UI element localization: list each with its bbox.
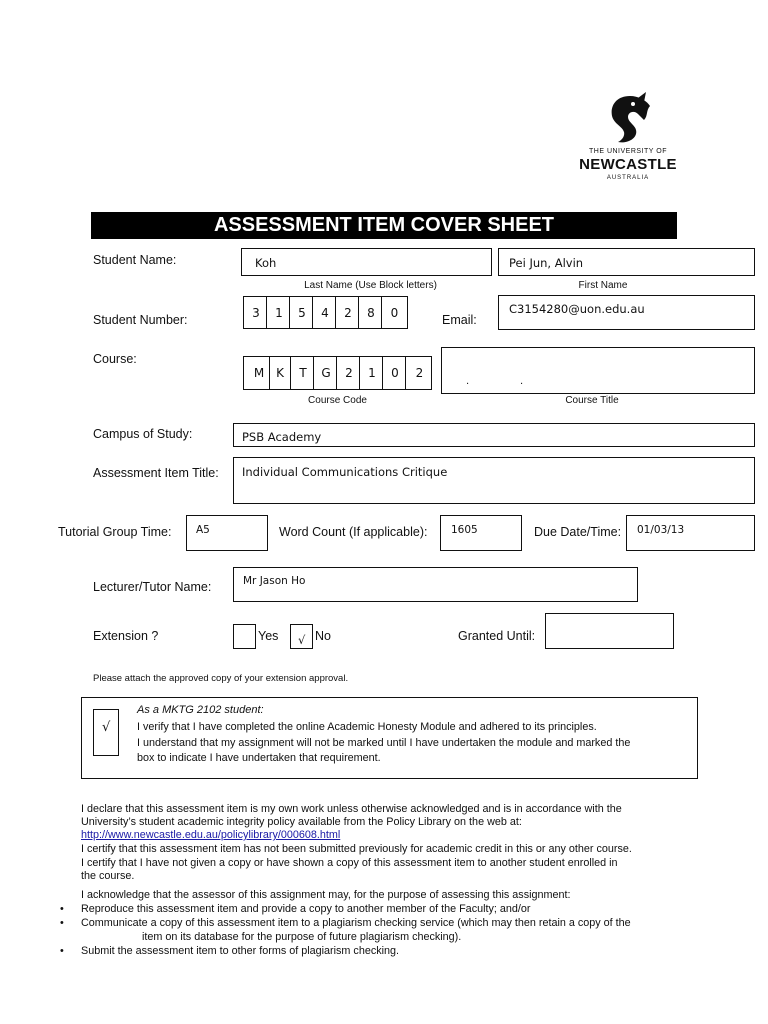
email-label: Email: (442, 313, 477, 327)
declaration-p1-line2: University’s student academic integrity policy available from the Policy Library on the web at: (81, 816, 522, 828)
student-name-label: Student Name: (93, 253, 177, 267)
granted-until-label: Granted Until: (458, 629, 536, 643)
extension-no-mark: √ (298, 633, 306, 647)
extension-yes-checkbox[interactable] (233, 624, 256, 649)
honesty-line3: box to indicate I have undertaken that requirement. (137, 752, 381, 764)
declaration-bullet-2-cont: item on its database for the purpose of future plagiarism checking). (142, 931, 462, 943)
due-date-value: 01/03/13 (637, 524, 685, 536)
due-date-field[interactable] (626, 515, 755, 551)
first-name-field[interactable] (498, 248, 755, 276)
policy-link-line (81, 829, 691, 843)
declaration-bullet-1: Reproduce this assessment item and provide a copy to another member of the Faculty; and/or (81, 903, 531, 915)
horse-seahorse-logo-icon (600, 92, 660, 146)
campus-field[interactable] (233, 423, 755, 447)
bullet-icon: • (60, 903, 64, 915)
bullet-icon: • (60, 917, 64, 929)
student-number-digit: 4 (315, 297, 336, 328)
course-code-char: 1 (362, 357, 383, 389)
declaration-p3-line2: the course. (81, 870, 135, 882)
bullet-icon: • (60, 945, 64, 957)
course-title-value: . . (466, 376, 524, 387)
honesty-line2: I understand that my assignment will not be marked until I have undertaken the module and marked the (137, 737, 631, 749)
word-count-field[interactable] (440, 515, 522, 551)
student-number-label: Student Number: (93, 313, 188, 327)
first-name-value: Pei Jun, Alvin (509, 256, 584, 270)
course-title-field[interactable] (441, 347, 755, 394)
logo-line3: AUSTRALIA (606, 175, 650, 181)
honesty-checkbox[interactable] (93, 709, 119, 756)
university-logo (578, 92, 678, 188)
first-name-caption: First Name (578, 280, 628, 291)
declaration-bullet-2: Communicate a copy of this assessment item to a plagiarism checking service (which may then retain a copy of the (81, 917, 631, 929)
declaration-p4: I acknowledge that the assessor of this assignment may, for the purpose of assessing this assignment: (81, 889, 571, 901)
course-code-char: 0 (385, 357, 406, 389)
course-code-caption: Course Code (308, 395, 367, 406)
campus-value: PSB Academy (242, 430, 322, 444)
tutorial-value: A5 (196, 524, 210, 536)
student-number-digit: 0 (390, 306, 399, 320)
honesty-line1: I verify that I have completed the online Academic Honesty Module and adhered to its principles. (137, 721, 597, 733)
course-code-char: G (316, 357, 337, 389)
academic-honesty-panel (81, 697, 698, 779)
policy-library-link[interactable]: http://www.newcastle.edu.au/policylibrary/000608.html (81, 829, 341, 841)
declaration-bullet-3: Submit the assessment item to other forms of plagiarism checking. (81, 945, 400, 957)
lecturer-label: Lecturer/Tutor Name: (93, 580, 212, 594)
honesty-heading: As a MKTG 2102 student: (137, 704, 264, 716)
honesty-check-mark: √ (102, 720, 111, 735)
campus-label: Campus of Study: (93, 427, 193, 441)
last-name-caption: Last Name (Use Block letters) (304, 280, 437, 291)
course-label: Course: (93, 352, 137, 366)
extension-no-label: No (315, 629, 331, 643)
logo-line1: THE UNIVERSITY OF (589, 148, 667, 155)
student-number-digit: 8 (361, 297, 382, 328)
extension-yes-label: Yes (258, 629, 279, 643)
declaration-p1-line1: I declare that this assessment item is my own work unless otherwise acknowledged and is in accordance with the (81, 803, 622, 815)
due-date-label: Due Date/Time: (534, 525, 622, 539)
word-count-value: 1605 (451, 524, 478, 536)
extension-attach-note: Please attach the approved copy of your extension approval. (93, 673, 349, 684)
course-code-char: M (249, 357, 270, 389)
assessment-title-label: Assessment Item Title: (93, 466, 219, 480)
course-code-char: 2 (415, 366, 424, 380)
declaration-p3-line1: I certify that I have not given a copy or have shown a copy of this assessment item to another student enrolled in (81, 857, 618, 869)
student-number-field[interactable] (243, 296, 408, 329)
last-name-field[interactable] (241, 248, 492, 276)
lecturer-field[interactable] (233, 567, 638, 602)
granted-until-field[interactable] (545, 613, 674, 649)
course-code-char: 2 (339, 357, 360, 389)
tutorial-field[interactable] (186, 515, 268, 551)
tutorial-label: Tutorial Group Time: (58, 525, 172, 539)
email-field[interactable] (498, 295, 755, 330)
word-count-label: Word Count (If applicable): (279, 525, 428, 539)
page-title: ASSESSMENT ITEM COVER SHEET (91, 212, 677, 239)
course-title-caption: Course Title (565, 395, 619, 406)
assessment-title-value: Individual Communications Critique (242, 465, 448, 479)
last-name-value: Koh (255, 256, 277, 270)
lecturer-value: Mr Jason Ho (243, 575, 306, 587)
logo-line2: NEWCASTLE (579, 156, 677, 173)
assessment-title-field[interactable] (233, 457, 755, 504)
student-number-digit: 5 (292, 297, 313, 328)
declaration-p2: I certify that this assessment item has not been submitted previously for academic credit in this or any other course. (81, 843, 632, 855)
student-number-digit: 3 (246, 297, 267, 328)
student-number-digit: 1 (269, 297, 290, 328)
student-number-digit: 2 (338, 297, 359, 328)
course-code-field[interactable] (243, 356, 432, 390)
extension-no-checkbox[interactable] (290, 624, 313, 649)
course-code-char: T (293, 357, 314, 389)
email-value: C3154280@uon.edu.au (509, 302, 645, 316)
extension-label: Extension ? (93, 629, 159, 643)
course-code-char: K (270, 357, 291, 389)
